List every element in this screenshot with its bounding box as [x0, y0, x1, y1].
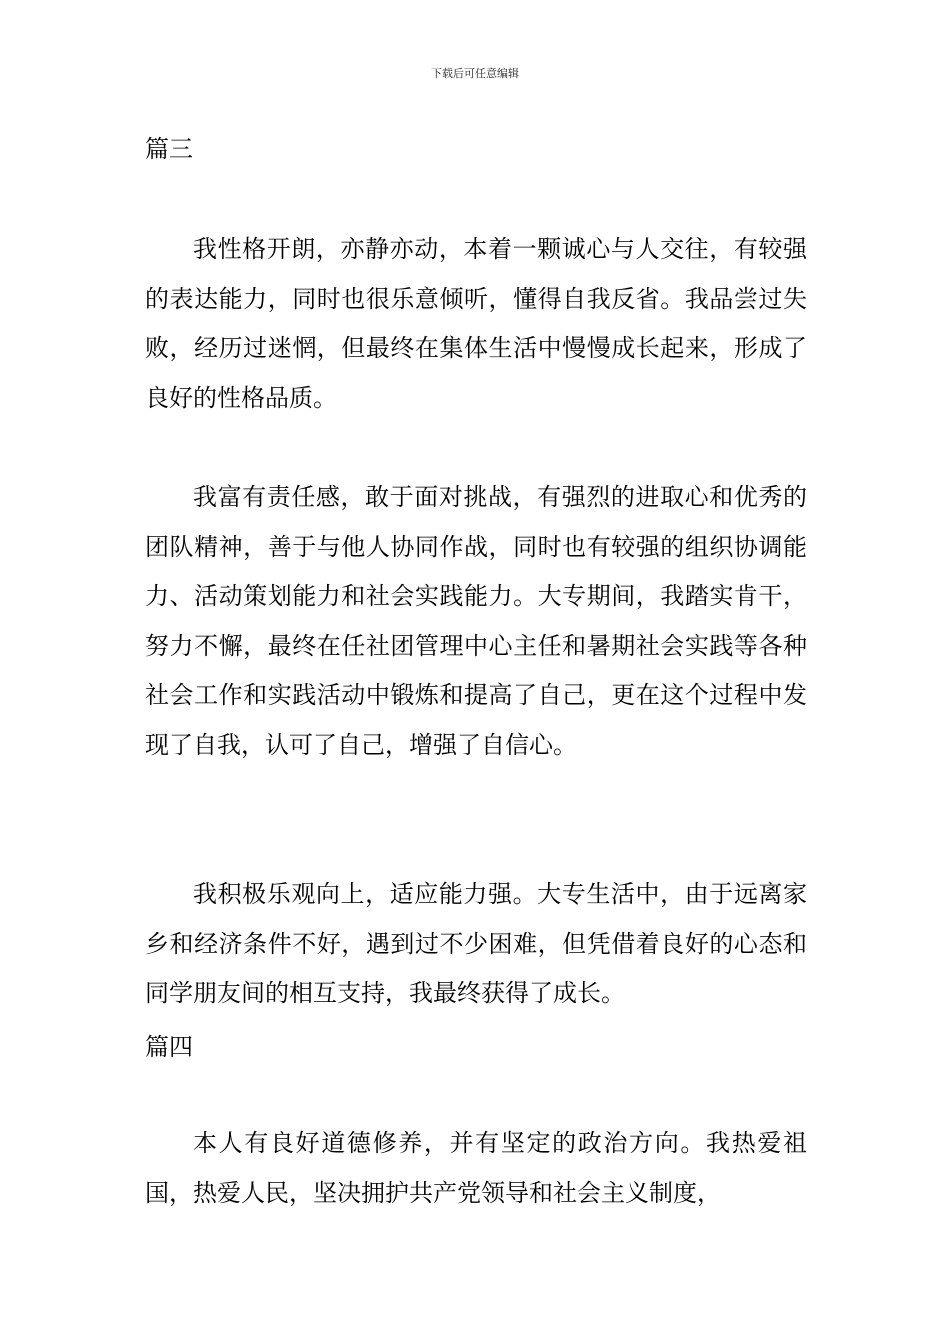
- paragraph-3-3: 我积极乐观向上，适应能力强。大专生活中，由于远离家乡和经济条件不好，遇到过不少困难，但凭借着良好的心态和同学朋友间的相互支持，我最终获得了成长。: [145, 880, 807, 1008]
- paragraph-4-1: 本人有良好道德修养，并有坚定的政治方向。我热爱祖国，热爱人民，坚决拥护共产党领导和社会主义制度，: [145, 1129, 807, 1207]
- page-header-note: 下载后可任意编辑: [431, 67, 519, 80]
- section-title-3: 篇三: [145, 135, 193, 163]
- paragraph-3-1: 我性格开朗，亦静亦动，本着一颗诚心与人交往，有较强的表达能力，同时也很乐意倾听，懂得自我反省。我品尝过失败，经历过迷惘，但最终在集体生活中慢慢成长起来，形成了良好的性格品质。: [145, 235, 807, 412]
- section-title-4: 篇四: [145, 1033, 193, 1061]
- paragraph-3-2: 我富有责任感，敢于面对挑战，有强烈的进取心和优秀的团队精神，善于与他人协同作战，同时也有较强的组织协调能力、活动策划能力和社会实践能力。大专期间，我踏实肯干，努力不懈，最终在任社团管理中心主任和暑期社会实践等各种社会工作和实践活动中锻炼和提高了自己，更在这个过程中发现了自我，认可了自己，增强了自信心。: [145, 483, 807, 759]
